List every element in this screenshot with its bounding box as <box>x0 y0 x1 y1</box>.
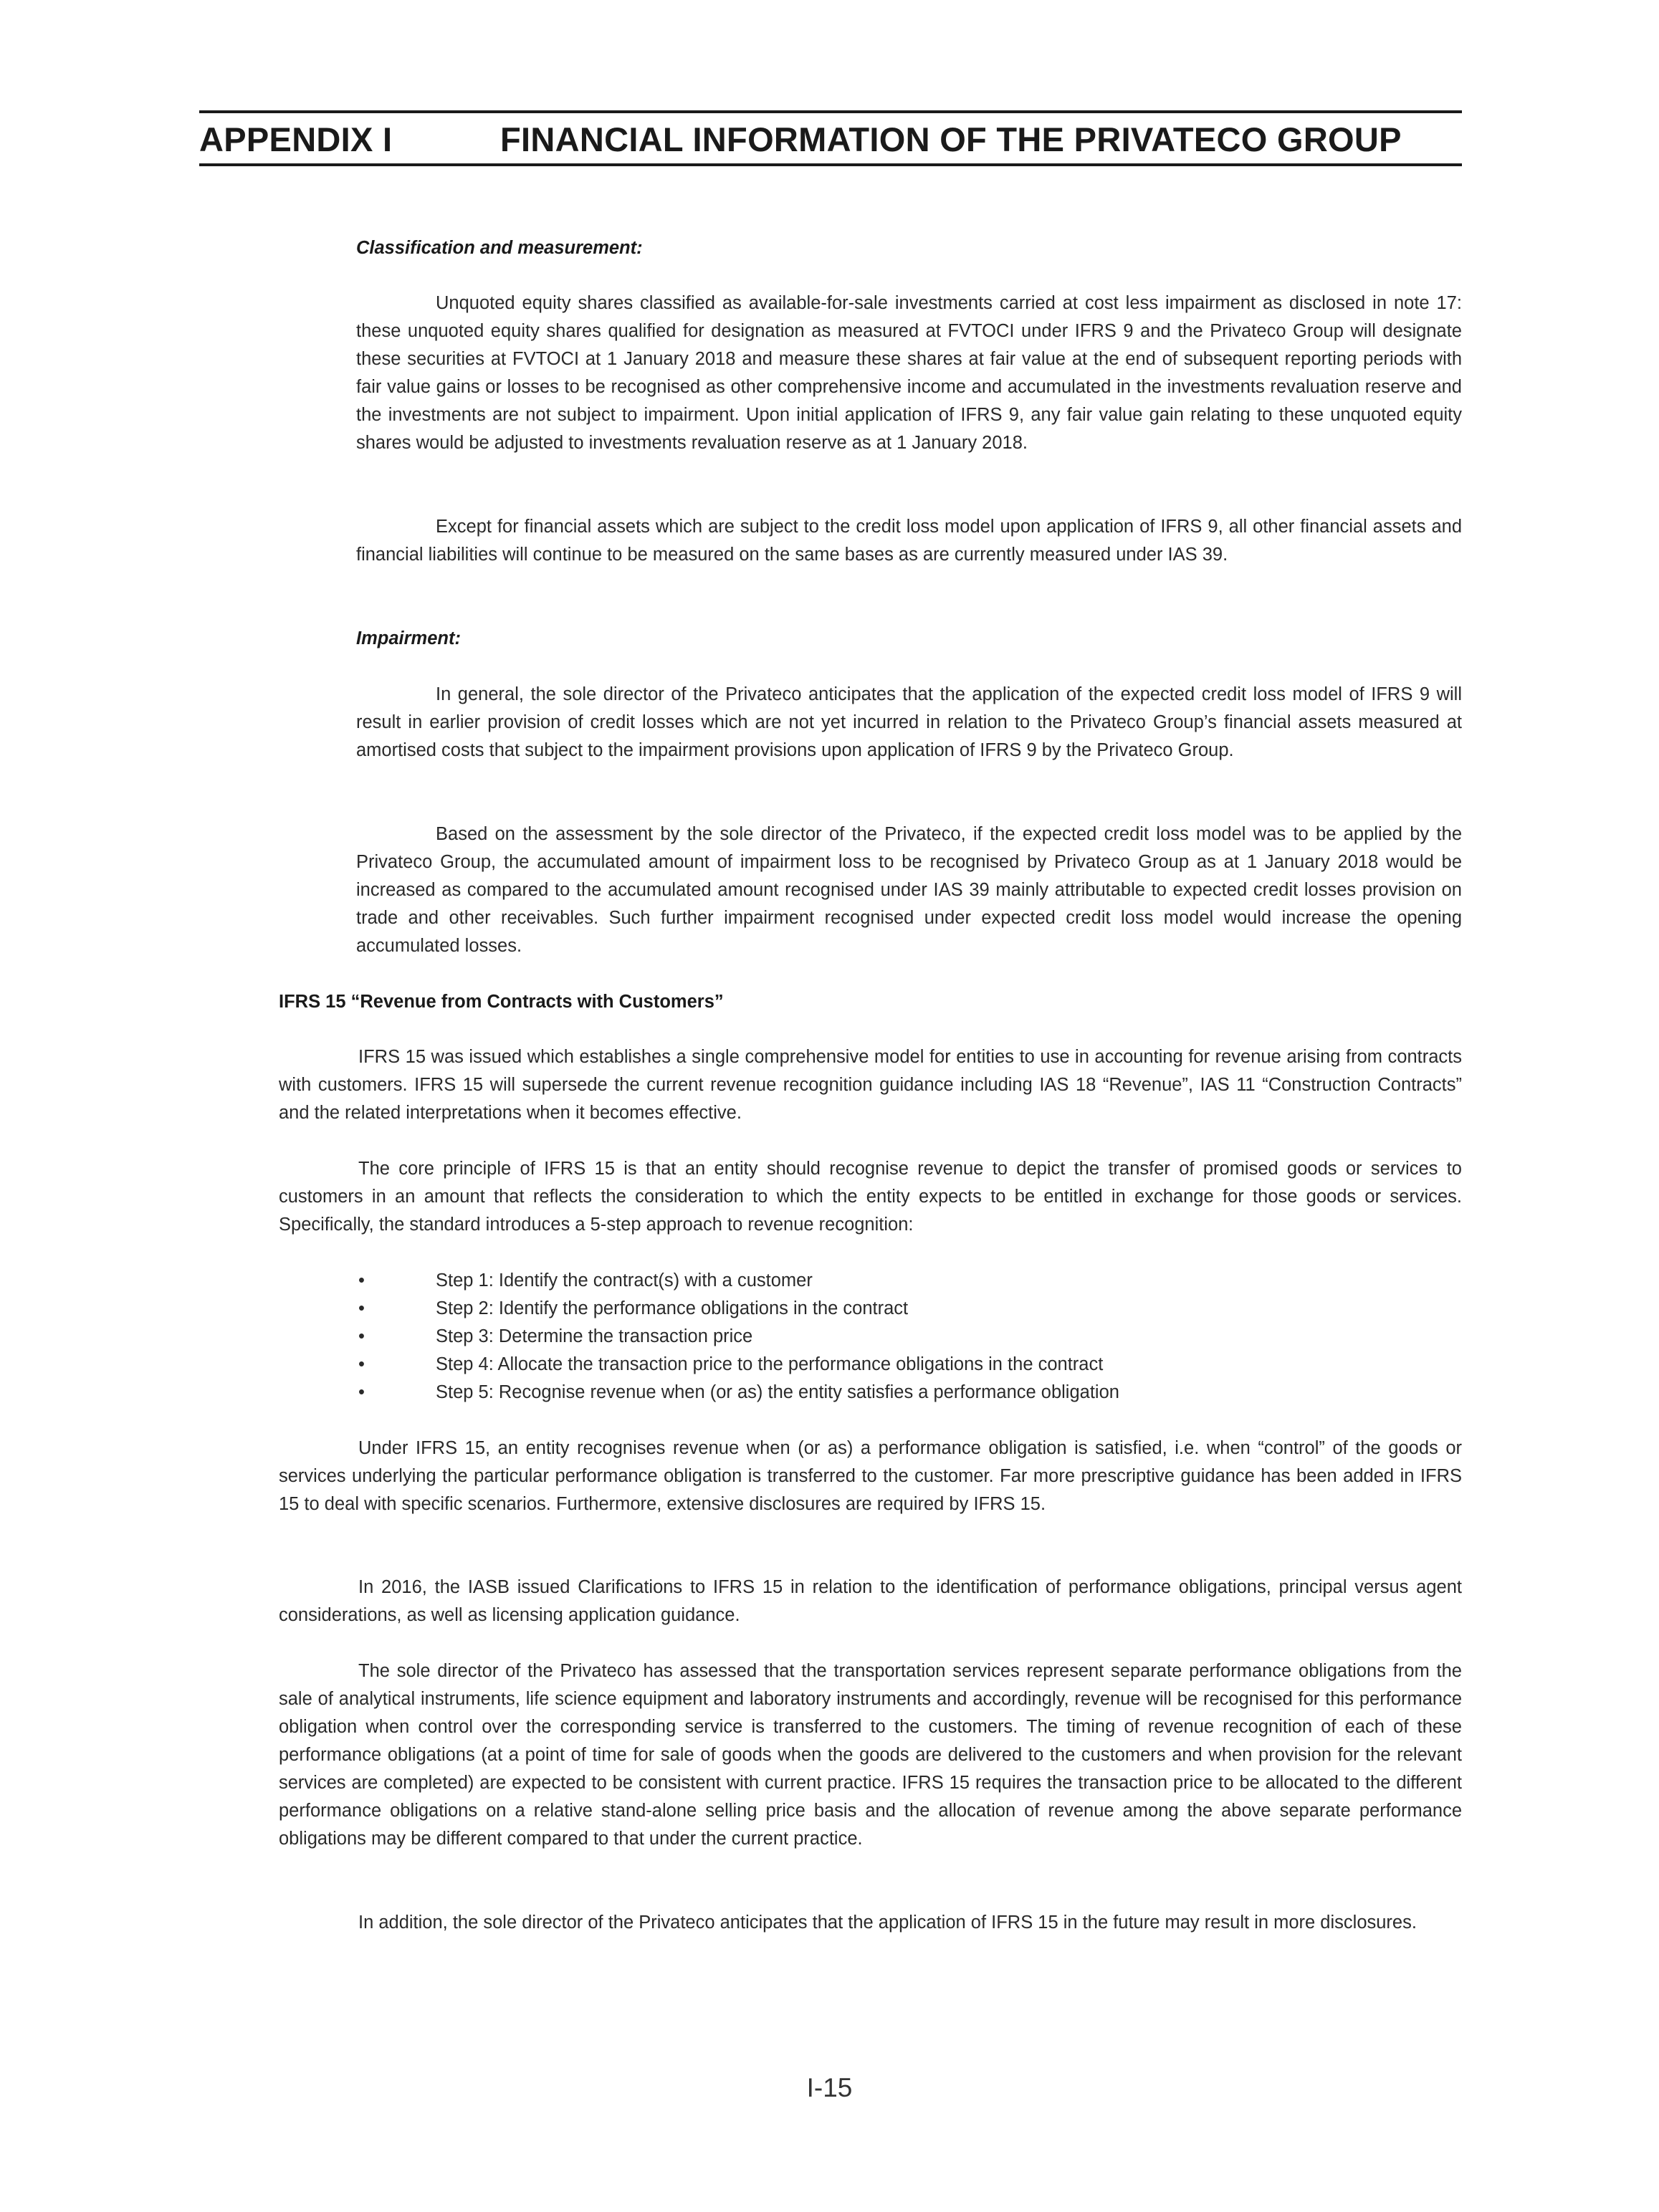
appendix-label: APPENDIX I <box>199 120 393 158</box>
list-item <box>356 1323 1462 1351</box>
ifrs15-paragraph-5: The sole director of the Privateco has assessed that the transportation services represent separate performance obligations from the sale of analytical instruments, life science equipment and laboratory instruments and accordingly, revenue will be recognised for this performance obligation when control over the corresponding service is transferred to the customers. The timing of revenue recognition of each of these performance obligations (at a point of time for sale of goods when the goods are delivered to the customers and when provision for the relevant services are completed) are expected to be consistent with current practice. IFRS 15 requires the transaction price to be allocated to the different performance obligations on a relative stand-alone selling price basis and the allocation of revenue among the above separate performance obligations may be different compared to that under the current practice. <box>279 1661 1462 1849</box>
list-item <box>356 1267 1462 1295</box>
impairment-paragraph-2: Based on the assessment by the sole director of the Privateco, if the expected credit loss model was to be applied by the Privateco Group, the accumulated amount of impairment loss to be recognised by Privateco Group as at 1 January 2018 would be increased as compared to the accumulated amount recognised under IAS 39 mainly attributable to expected credit losses provision on trade and other receivables. Such further impairment recognised under expected credit loss model would increase the opening accumulated losses. <box>356 824 1462 956</box>
ifrs15-paragraph-1: IFRS 15 was issued which establishes a single comprehensive model for entities to use in accounting for revenue arising from contracts with customers. IFRS 15 will supersede the current revenue recognition guidance including IAS 18 “Revenue”, IAS 11 “Construction Contracts” and the related interpretations when it becomes effective. <box>279 1047 1462 1123</box>
classification-paragraph-2: Except for financial assets which are subject to the credit loss model upon application of IFRS 9, all other financial assets and financial liabilities will continue to be measured on the same bases as are currently measured under IAS 39. <box>356 517 1462 565</box>
list-item <box>356 1295 1462 1323</box>
bullet-icon: • <box>358 1326 365 1346</box>
step-text: Step 3: Determine the transaction price <box>436 1326 753 1346</box>
bullet-icon: • <box>358 1354 365 1374</box>
ifrs15-paragraph-4: In 2016, the IASB issued Clarifications to IFRS 15 in relation to the identification of performance obligations, principal versus agent considerations, as well as licensing application guidance. <box>279 1577 1462 1625</box>
ifrs15-heading: IFRS 15 “Revenue from Contracts with Customers” <box>279 992 724 1012</box>
ifrs15-paragraph-6: In addition, the sole director of the Privateco anticipates that the application of IFRS 15 in the future may result in more disclosures. <box>358 1912 1417 1933</box>
bullet-icon: • <box>358 1382 365 1402</box>
bullet-icon: • <box>358 1270 365 1291</box>
classification-heading: Classification and measurement: <box>356 238 643 258</box>
impairment-heading: Impairment: <box>356 628 461 648</box>
step-text: Step 4: Allocate the transaction price to the performance obligations in the contract <box>436 1354 1104 1374</box>
page-number: I-15 <box>806 2073 853 2102</box>
classification-paragraph-1: Unquoted equity shares classified as available-for-sale investments carried at cost less impairment as disclosed in note 17: these unquoted equity shares qualified for designation as measured at FVTOCI under IFRS 9 and the Privateco Group will designate these securities at FVTOCI at 1 January 2018 and measure these shares at fair value at the end of subsequent reporting periods with fair value gains or losses to be recognised as other comprehensive income and accumulated in the investments revaluation reserve and the investments are not subject to impairment. Upon initial application of IFRS 9, any fair value gain relating to these unquoted equity shares would be adjusted to investments revaluation reserve as at 1 January 2018. <box>356 293 1462 453</box>
list-item <box>356 1351 1462 1379</box>
steps-list <box>356 1267 1462 1407</box>
step-text: Step 1: Identify the contract(s) with a customer <box>436 1270 813 1291</box>
ifrs15-paragraph-3: Under IFRS 15, an entity recognises revenue when (or as) a performance obligation is satisfied, i.e. when “control” of the goods or services underlying the particular performance obligation is transferred to the customer. Far more prescriptive guidance has been added in IFRS 15 to deal with specific scenarios. Furthermore, extensive disclosures are required by IFRS 15. <box>279 1438 1462 1514</box>
step-text: Step 5: Recognise revenue when (or as) the entity satisfies a performance obligation <box>436 1382 1119 1402</box>
step-text: Step 2: Identify the performance obligations in the contract <box>436 1298 909 1318</box>
header-title: FINANCIAL INFORMATION OF THE PRIVATECO GROUP <box>500 120 1402 158</box>
bullet-icon: • <box>358 1298 365 1318</box>
list-item <box>356 1379 1462 1407</box>
impairment-paragraph-1: In general, the sole director of the Privateco anticipates that the application of the expected credit loss model of IFRS 9 will result in earlier provision of credit losses which are not yet incurred in relation to the Privateco Group’s financial assets measured at amortised costs that subject to the impairment provisions upon application of IFRS 9 by the Privateco Group. <box>356 684 1462 760</box>
ifrs15-paragraph-2: The core principle of IFRS 15 is that an entity should recognise revenue to depict the transfer of promised goods or services to customers in an amount that reflects the consideration to which the entity expects to be entitled in exchange for those goods or services. Specifically, the standard introduces a 5-step approach to revenue recognition: <box>279 1159 1462 1235</box>
page-header <box>199 110 1462 166</box>
